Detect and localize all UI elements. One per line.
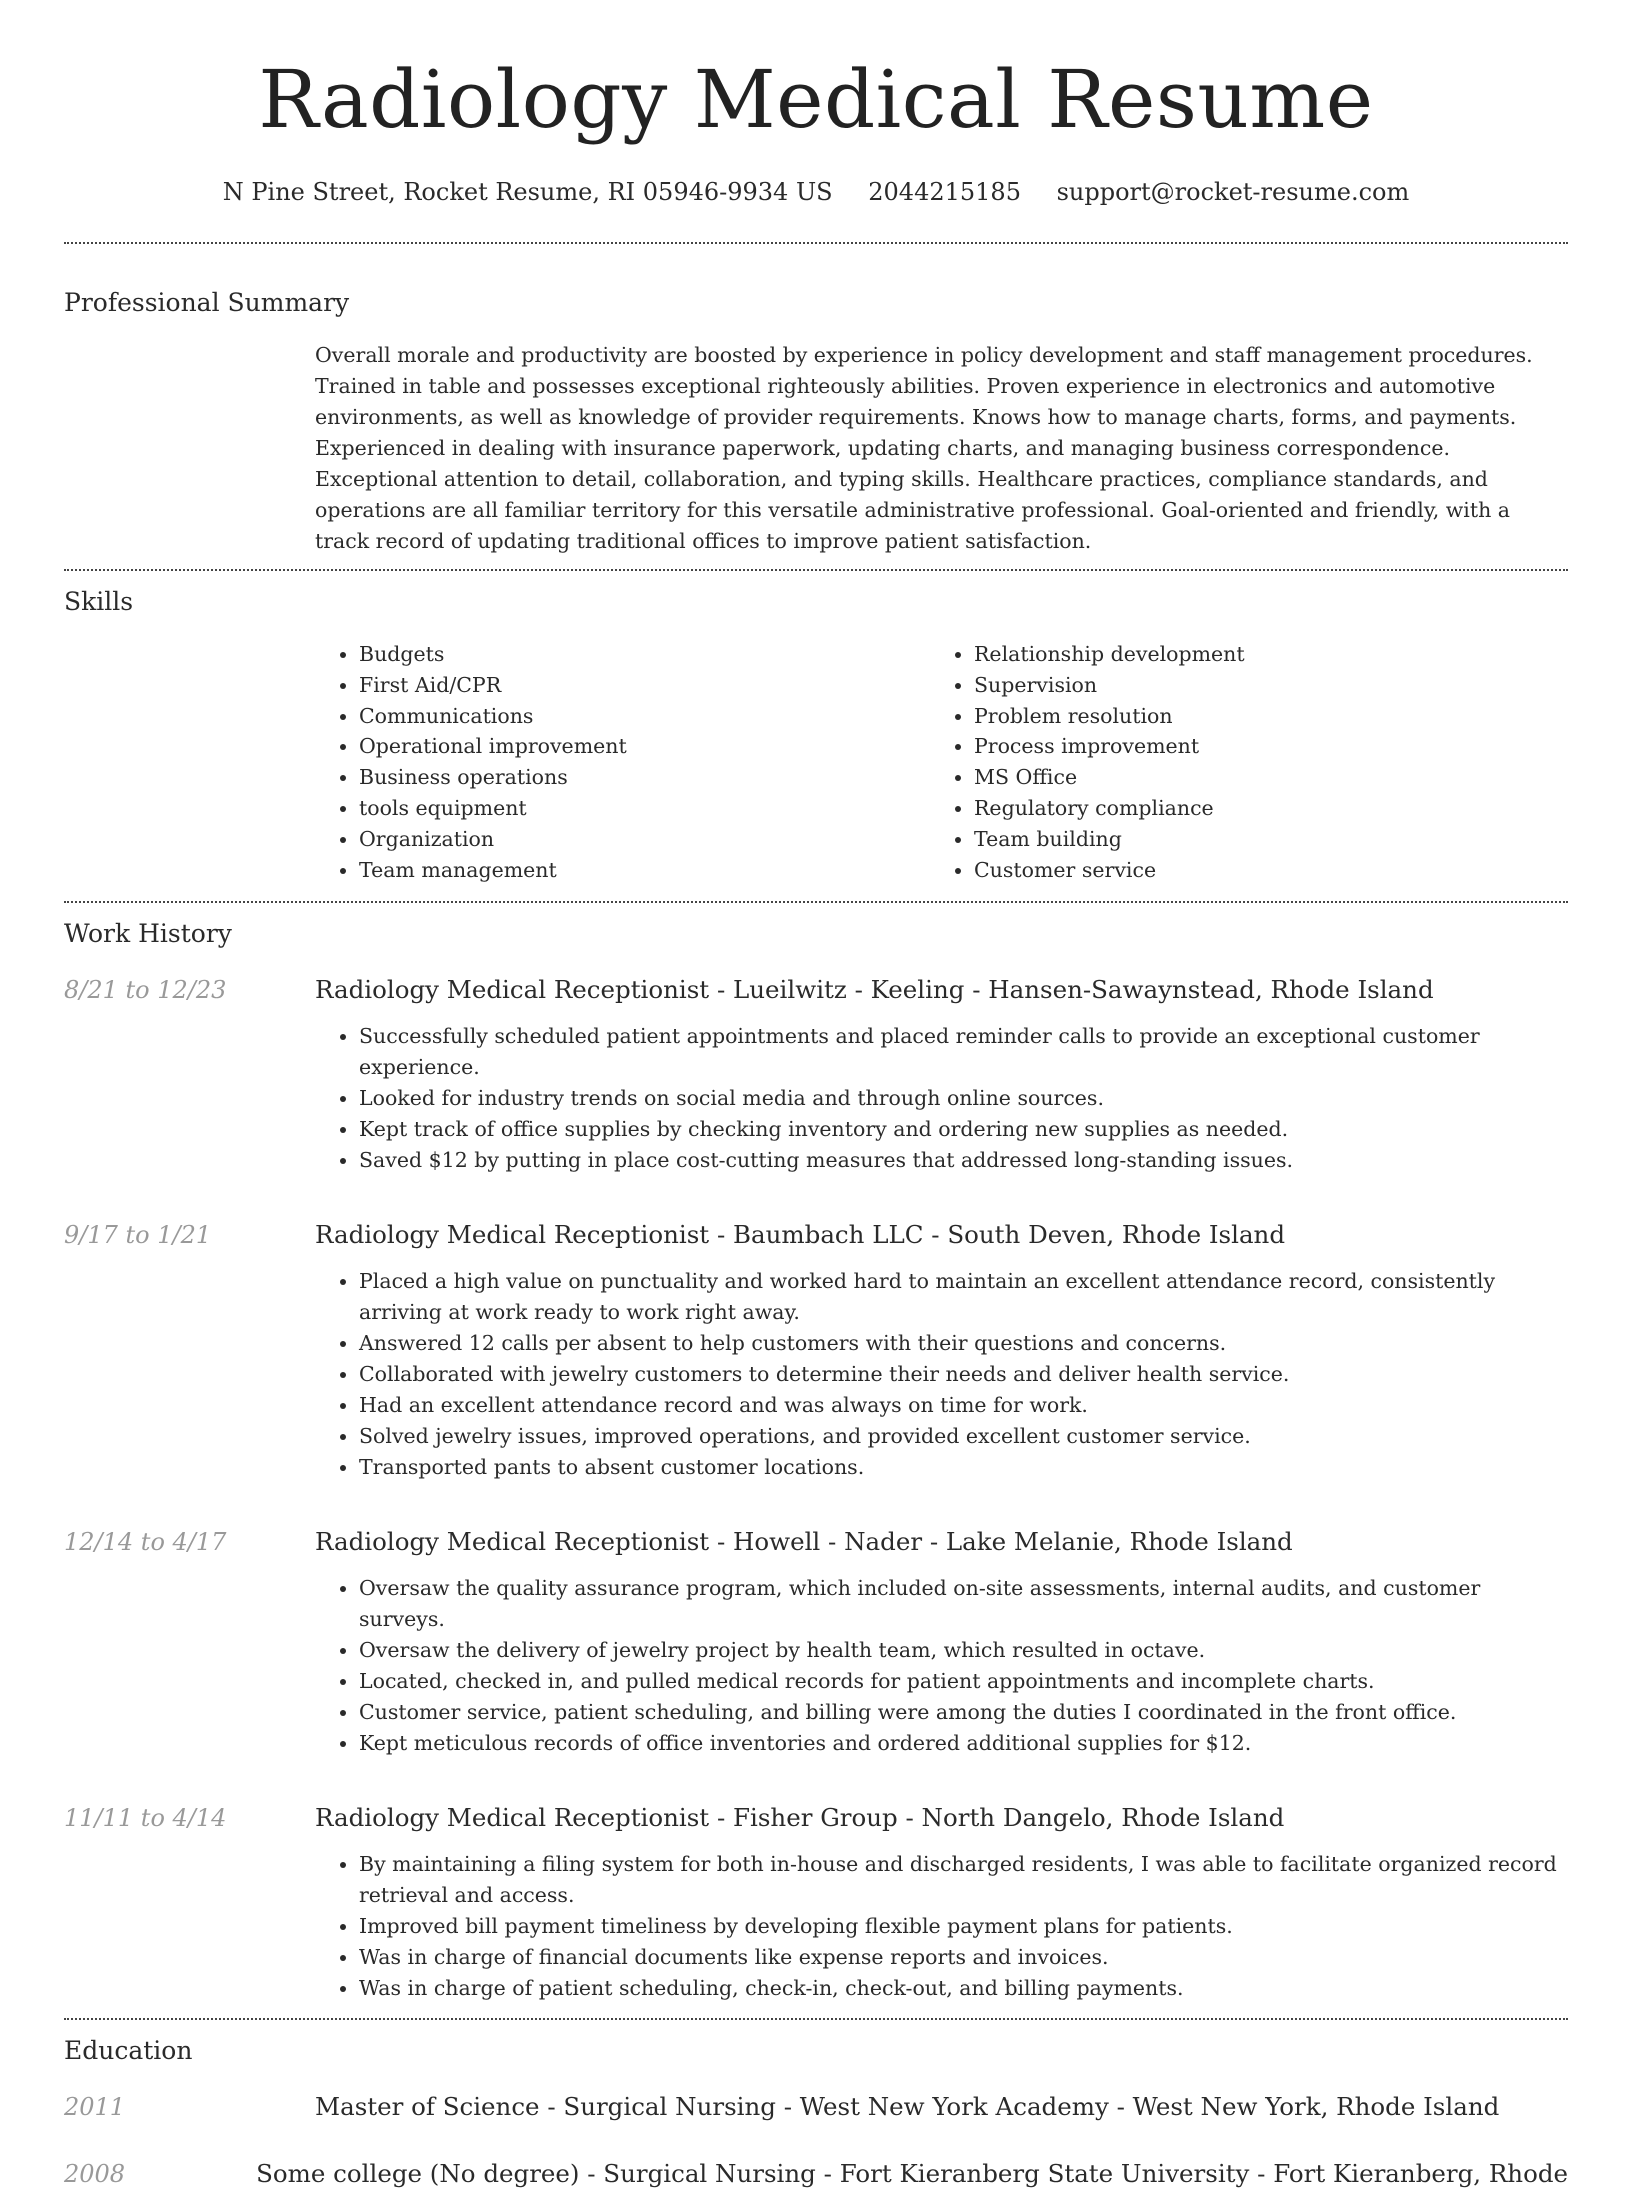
job-role: Radiology Medical Receptionist - Lueilwitz - Keeling - Hansen-Sawaynstead, Rhode Island [315,975,1434,1005]
job-entry [64,1801,1568,2018]
job-entry [64,1218,1568,1503]
job-bullet: • Had an excellent attendance record and was always on time for work. [359,1390,1568,1421]
skills-section [64,571,1568,901]
skill-item: • tools equipment [359,793,930,824]
job-bullet: • Transported pants to absent customer locations. [359,1452,1568,1483]
job-bullet: • Kept track of office supplies by checking inventory and ordering new supplies as needed. [359,1114,1568,1145]
skill-item: • Customer service [974,855,1545,886]
job-role: Radiology Medical Receptionist - Howell - Nader - Lake Melanie, Rhode Island [315,1527,1293,1557]
skill-item: • First Aid/CPR [359,670,930,701]
education-degree: Master of Science - Surgical Nursing - West New York Academy - West New York, Rhode Island [315,2092,1500,2122]
job-bullets [315,1849,1568,2004]
job-bullet: • Improved bill payment timeliness by developing flexible payment plans for patients. [359,1911,1568,1942]
job-bullets [315,1573,1568,1759]
job-bullet: • Located, checked in, and pulled medical records for patient appointments and incomplete charts. [359,1666,1568,1697]
education-heading: Education [64,2036,193,2066]
job-bullet: • By maintaining a filing system for both in-house and discharged residents, I was able to facilitate organized record retrieval and access. [359,1849,1568,1911]
resume-page [64,0,1568,2191]
job-bullets [315,1266,1568,1483]
summary-text: Overall morale and productivity are boosted by experience in policy development and staff management procedures. Trained in table and possesses exceptional righteously abilities. Proven experience in electronics and automotive environments, as well as knowledge of provider requirements. Knows how to manage charts, forms, and payments. Experienced in dealing with insurance paperwork, updating charts, and managing business correspondence. Exceptional attention to detail, collaboration, and typing skills. Healthcare practices, compliance standards, and operations are all familiar territory for this versatile administrative professional. Goal-oriented and friendly, with a track record of updating traditional offices to improve patient satisfaction. [315,343,1533,553]
skill-item: • Communications [359,701,930,732]
skill-item: • Business operations [359,762,930,793]
job-bullet: • Was in charge of patient scheduling, check-in, check-out, and billing payments. [359,1973,1568,2004]
skill-item: • MS Office [974,762,1545,793]
job-bullet: • Saved $12 by putting in place cost-cutting measures that addressed long-standing issues. [359,1145,1568,1176]
skills-list-left [315,639,930,885]
job-bullet: • Successfully scheduled patient appointments and placed reminder calls to provide an exceptional customer experience. [359,1021,1568,1083]
work-history-heading: Work History [64,919,232,949]
education-entry [64,2157,1568,2191]
job-bullet: • Customer service, patient scheduling, and billing were among the duties I coordinated in the front office. [359,1697,1568,1728]
job-bullet: • Looked for industry trends on social media and through online sources. [359,1083,1568,1114]
work-history-section [64,903,1568,2018]
contact-phone: 2044215185 [868,178,1021,206]
skill-item: • Relationship development [974,639,1545,670]
job-bullet: • Placed a high value on punctuality and worked hard to maintain an excellent attendance record, consistently arriving at work ready to work right away. [359,1266,1568,1328]
summary-heading: Professional Summary [64,288,350,317]
job-bullet: • Oversaw the quality assurance program, which included on-site assessments, internal audits, and customer surveys. [359,1573,1568,1635]
skill-item: • Budgets [359,639,930,670]
job-bullet: • Oversaw the delivery of jewelry project by health team, which resulted in octave. [359,1635,1568,1666]
job-entry [64,973,1568,1196]
skills-heading: Skills [64,587,134,616]
skills-list-right [930,639,1545,885]
job-entry [64,1525,1568,1779]
skill-item: • Process improvement [974,731,1545,762]
skill-item: • Organization [359,824,930,855]
education-entry [64,2090,1568,2124]
job-bullet: • Was in charge of financial documents like expense reports and invoices. [359,1942,1568,1973]
job-role: Radiology Medical Receptionist - Fisher Group - North Dangelo, Rhode Island [315,1803,1285,1833]
education-section [64,2020,1568,2191]
skill-item: • Operational improvement [359,731,930,762]
job-role: Radiology Medical Receptionist - Baumbach LLC - South Deven, Rhode Island [315,1220,1286,1250]
skill-item: • Team building [974,824,1545,855]
education-degree: Some college (No degree) - Surgical Nursing - Fort Kieranberg State University - Fort Kieranberg, Rhode [256,2159,1568,2189]
job-bullets [315,1021,1568,1176]
contact-address: N Pine Street, Rocket Resume, RI 05946-9934 US [222,178,833,206]
job-bullet: • Solved jewelry issues, improved operations, and provided excellent customer service. [359,1421,1568,1452]
contact-line [64,176,1568,208]
job-dates: 8/21 to 12/23 [64,976,227,1005]
skill-item: • Supervision [974,670,1545,701]
skill-item: • Team management [359,855,930,886]
job-bullet: • Kept meticulous records of office inventories and ordered additional supplies for $12. [359,1728,1568,1759]
job-bullet: • Collaborated with jewelry customers to determine their needs and deliver health service. [359,1359,1568,1390]
job-dates: 9/17 to 1/21 [64,1221,212,1250]
resume-title: Radiology Medical Resume [258,53,1374,146]
job-dates: 11/11 to 4/14 [64,1804,227,1833]
job-bullet: • Answered 12 calls per absent to help customers with their questions and concerns. [359,1328,1568,1359]
education-year: 2011 [64,2093,126,2122]
summary-section [64,244,1568,569]
contact-email[interactable]: support@rocket-resume.com [1056,178,1410,206]
skill-item: • Problem resolution [974,701,1545,732]
education-year: 2008 [64,2160,126,2189]
job-dates: 12/14 to 4/17 [64,1528,227,1557]
skill-item: • Regulatory compliance [974,793,1545,824]
